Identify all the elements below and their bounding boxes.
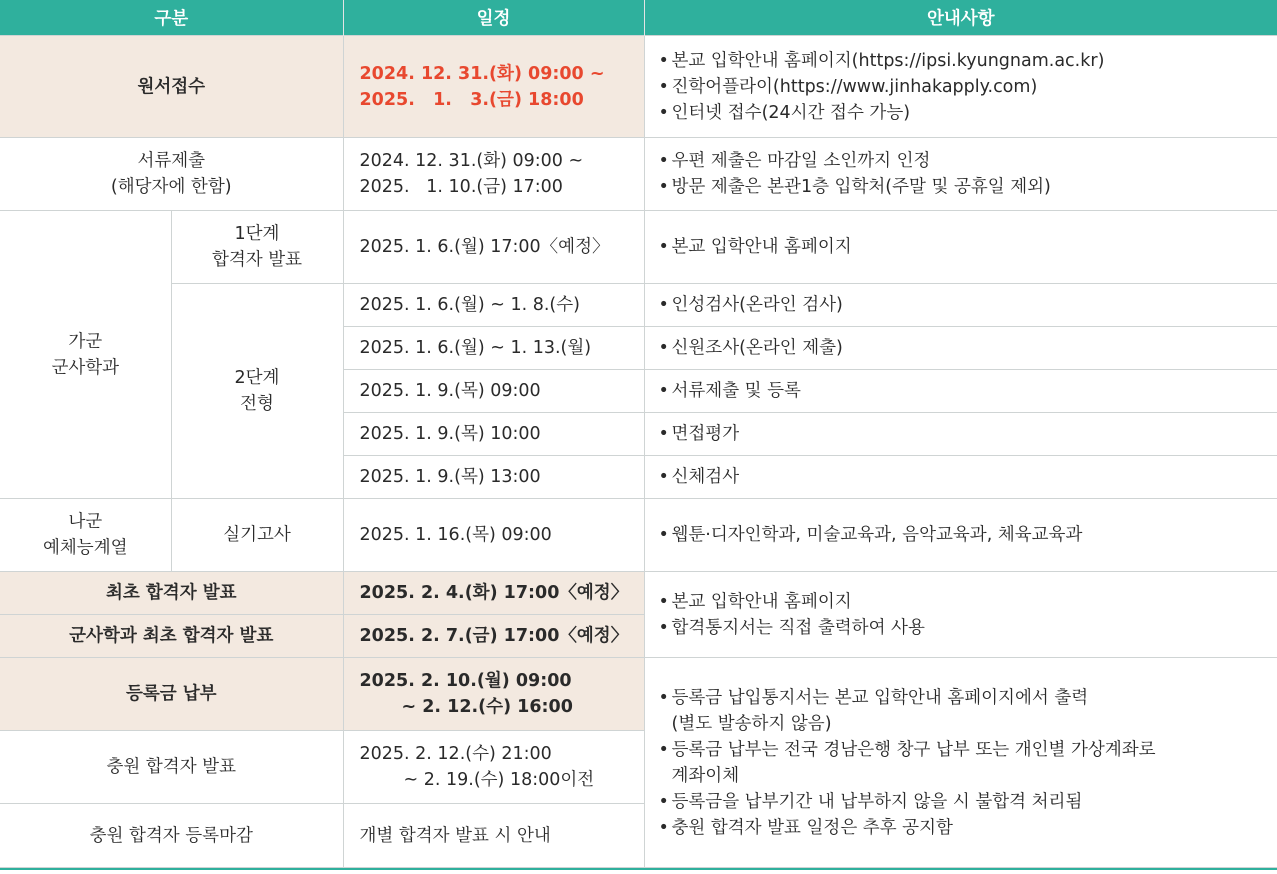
list-item: • 면접평가 xyxy=(659,421,1277,447)
list-item: • 인터넷 접수(24시간 접수 가능) xyxy=(659,100,1277,126)
list-item: • 합격통지서는 직접 출력하여 사용 xyxy=(659,615,1277,641)
additional-deadline-date: 개별 합격자 발표 시 안내 xyxy=(343,804,644,868)
documents-notes xyxy=(644,138,1277,211)
row-label-additional-deadline: 충원 합격자 등록마감 xyxy=(0,804,343,868)
group-arts: 나군 예체능계열 xyxy=(0,499,171,572)
row-label-documents: 서류제출 (해당자에 한함) xyxy=(0,138,343,211)
list-item: • 본교 입학안내 홈페이지 xyxy=(659,234,1277,260)
header-schedule: 일정 xyxy=(343,0,644,36)
stage2-note xyxy=(644,327,1277,370)
list-item: • 등록금을 납부기간 내 납부하지 않을 시 불합격 처리됨 xyxy=(659,789,1277,815)
stage2-label: 2단계 전형 xyxy=(171,284,343,499)
application-date: 2024. 12. 31.(화) 09:00 ~ 2025. 1. 3.(금) 18:00 xyxy=(343,36,644,138)
row-label-military-first-pass: 군사학과 최초 합격자 발표 xyxy=(0,615,343,658)
list-item: • 서류제출 및 등록 xyxy=(659,378,1277,404)
table-row xyxy=(0,36,1277,138)
row-label-additional-pass: 충원 합격자 발표 xyxy=(0,731,343,804)
stage2-date: 2025. 1. 6.(월) ~ 1. 13.(월) xyxy=(343,327,644,370)
stage2-date: 2025. 1. 9.(목) 09:00 xyxy=(343,370,644,413)
table-row xyxy=(0,572,1277,615)
list-item: • 충원 합격자 발표 일정은 추후 공지함 xyxy=(659,815,1277,841)
table-row xyxy=(0,658,1277,731)
stage2-date: 2025. 1. 6.(월) ~ 1. 8.(수) xyxy=(343,284,644,327)
table-row xyxy=(0,138,1277,211)
application-notes xyxy=(644,36,1277,138)
group-military: 가군 군사학과 xyxy=(0,211,171,499)
stage2-note xyxy=(644,284,1277,327)
stage1-notes xyxy=(644,211,1277,284)
table-row xyxy=(0,284,1277,327)
pass-notes xyxy=(644,572,1277,658)
list-item: • 신원조사(온라인 제출) xyxy=(659,335,1277,361)
military-first-pass-date: 2025. 2. 7.(금) 17:00〈예정〉 xyxy=(343,615,644,658)
first-pass-date: 2025. 2. 4.(화) 17:00〈예정〉 xyxy=(343,572,644,615)
arts-stage-label: 실기고사 xyxy=(171,499,343,572)
header-notes: 안내사항 xyxy=(644,0,1277,36)
table-row xyxy=(0,499,1277,572)
stage2-date: 2025. 1. 9.(목) 13:00 xyxy=(343,456,644,499)
header-category: 구분 xyxy=(0,0,343,36)
table-header-row xyxy=(0,0,1277,36)
stage1-label: 1단계 합격자 발표 xyxy=(171,211,343,284)
row-label-first-pass: 최초 합격자 발표 xyxy=(0,572,343,615)
documents-date: 2024. 12. 31.(화) 09:00 ~ 2025. 1. 10.(금) 17:00 xyxy=(343,138,644,211)
tuition-date: 2025. 2. 10.(월) 09:00 ~ 2. 12.(수) 16:00 xyxy=(343,658,644,731)
list-item: • 웹툰·디자인학과, 미술교육과, 음악교육과, 체육교육과 xyxy=(659,522,1277,548)
row-label-application: 원서접수 xyxy=(0,36,343,138)
stage2-note xyxy=(644,456,1277,499)
table-row xyxy=(0,211,1277,284)
list-item: • 등록금 납부는 전국 경남은행 창구 납부 또는 개인별 가상계좌로 계좌이체 xyxy=(659,737,1277,789)
list-item: • 인성검사(온라인 검사) xyxy=(659,292,1277,318)
stage1-date: 2025. 1. 6.(월) 17:00〈예정〉 xyxy=(343,211,644,284)
stage2-date: 2025. 1. 9.(목) 10:00 xyxy=(343,413,644,456)
list-item: • 방문 제출은 본관1층 입학처(주말 및 공휴일 제외) xyxy=(659,174,1277,200)
list-item: • 신체검사 xyxy=(659,464,1277,490)
list-item: • 본교 입학안내 홈페이지(https://ipsi.kyungnam.ac.kr) xyxy=(659,48,1277,74)
additional-pass-date: 2025. 2. 12.(수) 21:00 ~ 2. 19.(수) 18:00이전 xyxy=(343,731,644,804)
list-item: • 우편 제출은 마감일 소인까지 인정 xyxy=(659,148,1277,174)
list-item: • 본교 입학안내 홈페이지 xyxy=(659,589,1277,615)
bottom-divider xyxy=(0,868,1277,870)
list-item: • 진학어플라이(https://www.jinhakapply.com) xyxy=(659,74,1277,100)
stage2-note xyxy=(644,413,1277,456)
stage2-note xyxy=(644,370,1277,413)
list-item: • 등록금 납입통지서는 본교 입학안내 홈페이지에서 출력 (별도 발송하지 않음) xyxy=(659,685,1277,737)
arts-date: 2025. 1. 16.(목) 09:00 xyxy=(343,499,644,572)
tuition-notes xyxy=(644,658,1277,868)
row-label-tuition: 등록금 납부 xyxy=(0,658,343,731)
arts-notes xyxy=(644,499,1277,572)
